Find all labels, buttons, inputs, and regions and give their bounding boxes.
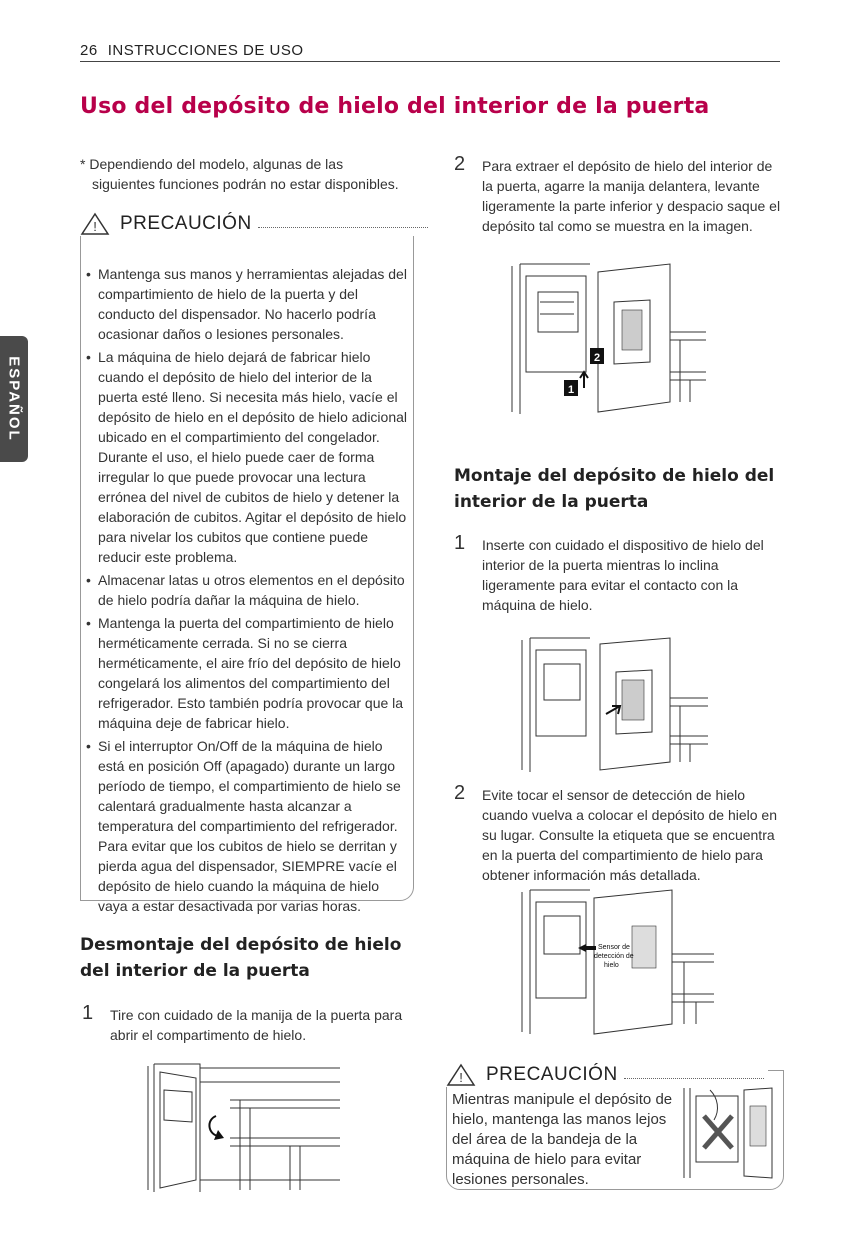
svg-text:!: ! [459, 1070, 463, 1085]
caution-dotted-rule [258, 227, 428, 228]
step-text: Evite tocar el sensor de detección de hielo cuando vuelva a colocar el depósito de hielo en su lugar. Consulte la etiqueta que se encuentra en la puerta del compartimiento de hielo para obtener información más detallada. [482, 787, 777, 883]
page-number: 26 [80, 42, 98, 59]
ice-bin-insert-illustration [520, 636, 710, 774]
caution-dotted-rule [624, 1078, 764, 1079]
caution-2-text: Mientras manipule el depósito de hielo, mantenga las manos lejos del área de la bandeja de la máquina de hielo para evitar lesiones personales. [452, 1091, 673, 1188]
step-number: 1 [82, 1002, 94, 1024]
caution-list [86, 264, 412, 919]
badge-2-label: 2 [593, 352, 601, 364]
sensor-label-line-3: hielo [604, 962, 619, 969]
ice-sensor-illustration [520, 888, 716, 1036]
sensor-arrow-icon [578, 944, 586, 952]
montaje-step-2 [454, 782, 786, 885]
sensor-label [594, 944, 636, 969]
caution-heading [80, 212, 434, 236]
caution-item: • Almacenar latas u otros elementos en el depósito de hielo podría dañar la máquina de hielo. [86, 570, 412, 610]
desmontaje-heading [80, 932, 440, 984]
step-text: Para extraer el depósito de hielo del interior de la puerta, agarre la manija delantera, levante ligeramente la parte inferior y despacio saque el depósito tal como se muestra en la imagen. [482, 158, 781, 234]
fridge-door-open-illustration [140, 1060, 340, 1195]
desmontaje-step-1 [82, 1002, 412, 1045]
badge-1-label: 1 [567, 384, 575, 396]
montaje-step-1 [454, 532, 784, 615]
step-number: 2 [454, 782, 466, 804]
step-badge-2 [590, 348, 604, 364]
desmontaje-heading-line-1: Desmontaje del depósito de hielo [80, 935, 402, 955]
caution-item: • Mantenga sus manos y herramientas alejadas del compartimiento de hielo de la puerta y del conducto del dispensador. No hacerlo podría ocasionar daños o lesiones personales. [86, 264, 412, 344]
caution-label: PRECAUCIÓN [120, 213, 252, 234]
language-tab-label: ESPAÑOL [5, 356, 23, 442]
montaje-heading-line-1: Montaje del depósito de hielo del [454, 466, 775, 486]
caution-item: • Mantenga la puerta del compartimiento de hielo herméticamente cerrada. Si no se cierra herméticamente, el aire frío del depósito de hielo congelará los alimentos del compartimiento del refrigerador. Esto también podría provocar que la máquina deje de fabricar hielo. [86, 613, 412, 733]
section-name: INSTRUCCIONES DE USO [107, 42, 304, 59]
prohibited-icon [704, 1116, 732, 1148]
desmontaje-step-2 [454, 153, 784, 236]
montaje-heading-line-2: interior de la puerta [454, 492, 649, 512]
sensor-label-line-1: Sensor de [598, 944, 630, 951]
montaje-heading [454, 463, 794, 515]
step-text: Inserte con cuidado el dispositivo de hielo del interior de la puerta mientras lo inclina ligeramente para evitar el contacto con la máquina de hielo. [482, 537, 764, 613]
page-title: Uso del depósito de hielo del interior de la puerta [80, 94, 710, 119]
step-number: 2 [454, 153, 466, 175]
model-note [80, 154, 425, 194]
step-badge-1 [564, 380, 578, 396]
lift-arrow-icon [580, 372, 588, 388]
step-text: Tire con cuidado de la manija de la puerta para abrir el compartimento de hielo. [110, 1007, 403, 1043]
sensor-label-line-2: detección de [594, 953, 634, 960]
warning-icon [80, 212, 110, 236]
caution-heading-2 [446, 1063, 768, 1087]
page-header [80, 42, 780, 62]
note-line-2: siguientes funciones podrán no estar disponibles. [92, 176, 399, 192]
caution-label-2: PRECAUCIÓN [486, 1064, 618, 1085]
caution-item: • Si el interruptor On/Off de la máquina de hielo está en posición Off (apagado) durante un largo período de tiempo, el compartimiento de hielo se calentará gradualmente hasta alcanzar a temperatura del compartimiento del refrigerador. Para evitar que los cubitos de hielo se derritan y pierda agua del dispensador, SIEMPRE vacíe el depósito de hielo cuando la máquina de hielo vaya a estar desactivada por varias horas. [86, 736, 412, 916]
step-number: 1 [454, 532, 466, 554]
prohibited-hand-illustration [680, 1086, 776, 1180]
insert-arrow-icon [606, 706, 620, 714]
ice-bin-removal-illustration [510, 262, 710, 417]
caution-item: • La máquina de hielo dejará de fabricar hielo cuando el depósito de hielo del interior de la puerta esté lleno. Si necesita más hielo, vacíe el depósito de hielo en el depósito de hielo adicional ubicado en el compartimiento del congelador. Durante el uso, el hielo puede caer de forma irregular lo que puede provocar una lectura errónea del nivel de cubitos de hielo y detener la elaboración de cubitos. Agitar el depósito de hielo para nivelar los cubitos que contiene puede reducir este problema. [86, 347, 412, 567]
desmontaje-heading-line-2: del interior de la puerta [80, 961, 310, 981]
svg-text:!: ! [93, 219, 97, 234]
language-tab [0, 336, 28, 462]
warning-icon [446, 1063, 476, 1087]
pull-arrow-icon [209, 1116, 224, 1140]
note-line-1: * Dependiendo del modelo, algunas de las [80, 156, 344, 172]
